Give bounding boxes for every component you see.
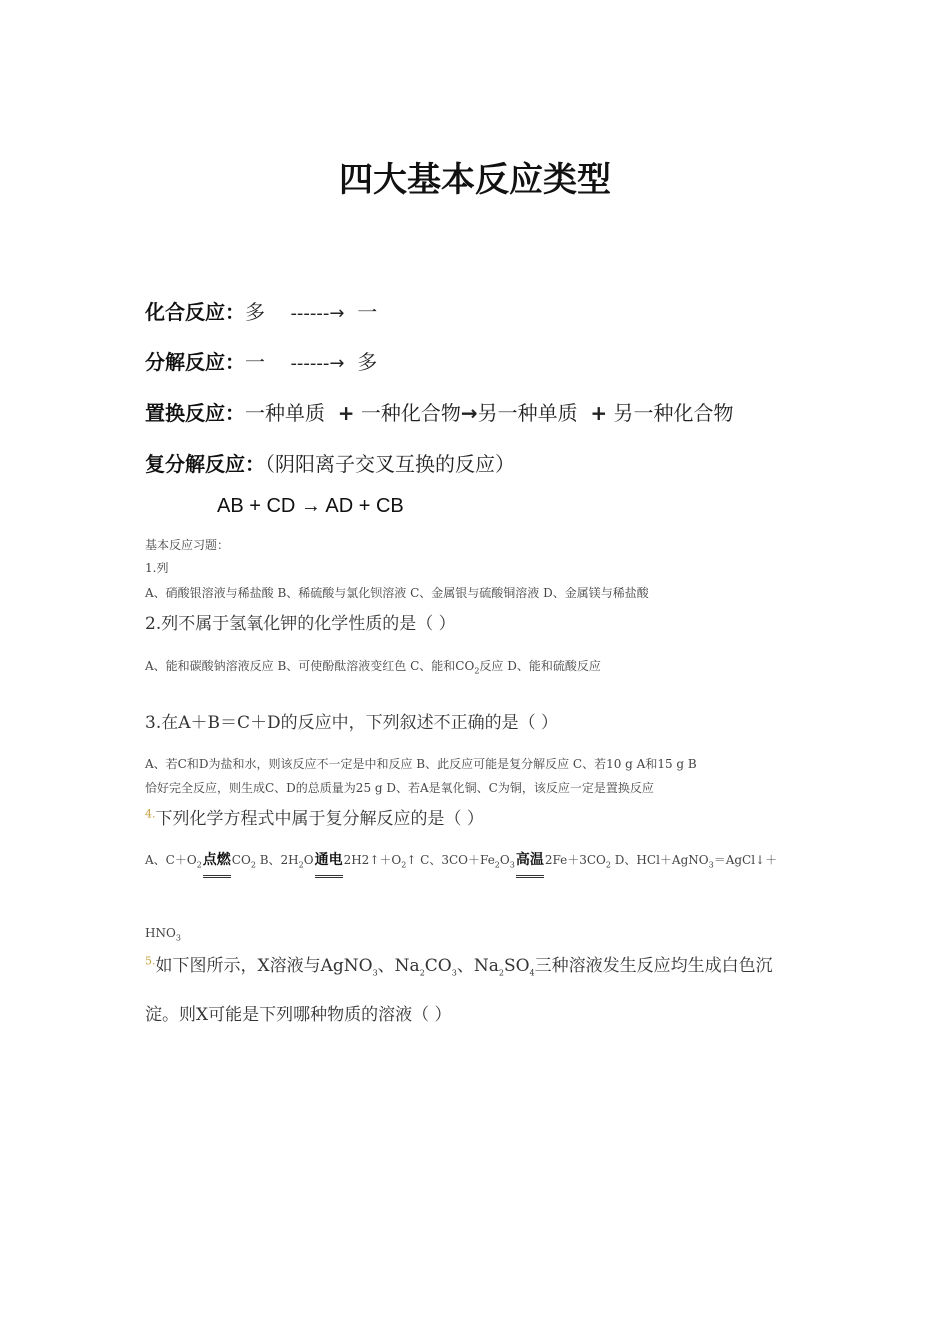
question-1-options: A、硝酸银溶液与稀盐酸 B、稀硫酸与氯化钡溶液 C、金属银与硫酸铜溶液 D、金属镁与稀盐酸	[145, 586, 649, 600]
definition-term: 复分解反应：	[145, 452, 265, 476]
question-number: 4.	[145, 807, 156, 821]
question-5-line-2: 淀。则X可能是下列哪种物质的溶液（ ）	[145, 1005, 452, 1025]
exercise-heading: 基本反应习题：	[145, 538, 230, 552]
question-3-options-line-2: 恰好完全反应，则生成C、D的总质量为25 g D、若A是氧化铜、C为铜，该反应一定是置换反应	[145, 781, 654, 795]
question-3-stem: 3.在A＋B＝C＋D的反应中，下列叙述不正确的是（ ）	[145, 713, 559, 733]
general-formula: AB + CD → AD + CB	[217, 495, 404, 517]
question-number: 5.	[145, 954, 156, 968]
definition-replacement: 置换反应：一种单质 + 一种化合物→另一种单质 + 另一种化合物	[145, 401, 734, 425]
reaction-condition: 高温	[516, 849, 544, 878]
reaction-condition: 点燃	[203, 849, 231, 878]
question-5-line-1: $^{5.}$如下图所示，X溶液与AgNO$_3$、$Na_2CO_3$、$Na_2SO_4$三种溶液发生反应均生成白色沉	[145, 954, 773, 978]
definition-double-decomposition: 复分解反应：（阴阳离子交叉互换的反应）	[145, 452, 515, 476]
question-2-options: A、能和碳酸钠溶液反应 B、可使酚酞溶液变红色 C、能和$CO_2$反应 D、能和硫酸反应	[145, 659, 601, 676]
page-title: 四大基本反应类型	[339, 160, 611, 200]
question-4-stem: $^{4.}$下列化学方程式中属于复分解反应的是（ ）	[145, 807, 484, 829]
question-4-options: A、$C+O_2$点燃$CO_2$ B、$2H_2O$通电$2H2↑+O_2↑$ C、$3CO+Fe_2O_3$高温$2Fe+3CO_2$ D、HCl＋AgNO$_3$＝AgCl↓＋	[145, 849, 777, 878]
question-4-continuation: $HNO_3$	[145, 926, 181, 943]
question-2-stem: 2.列不属于氢氧化钾的化学性质的是（ ）	[145, 614, 456, 634]
definition-term: 分解反应：	[145, 350, 245, 374]
reaction-condition: 通电	[315, 849, 343, 878]
question-3-options-line-1: A、若C和D为盐和水，则该反应不一定是中和反应 B、此反应可能是复分解反应 C、若10 g A和15 g B	[145, 757, 697, 771]
definition-term: 置换反应：	[145, 401, 245, 425]
question-1-number: 1.列	[145, 561, 169, 575]
definition-term: 化合反应：	[145, 300, 245, 324]
definition-combination: 化合反应：多 ------→ 一	[145, 300, 378, 324]
definition-decomposition: 分解反应：一 ------→ 多	[145, 350, 378, 374]
